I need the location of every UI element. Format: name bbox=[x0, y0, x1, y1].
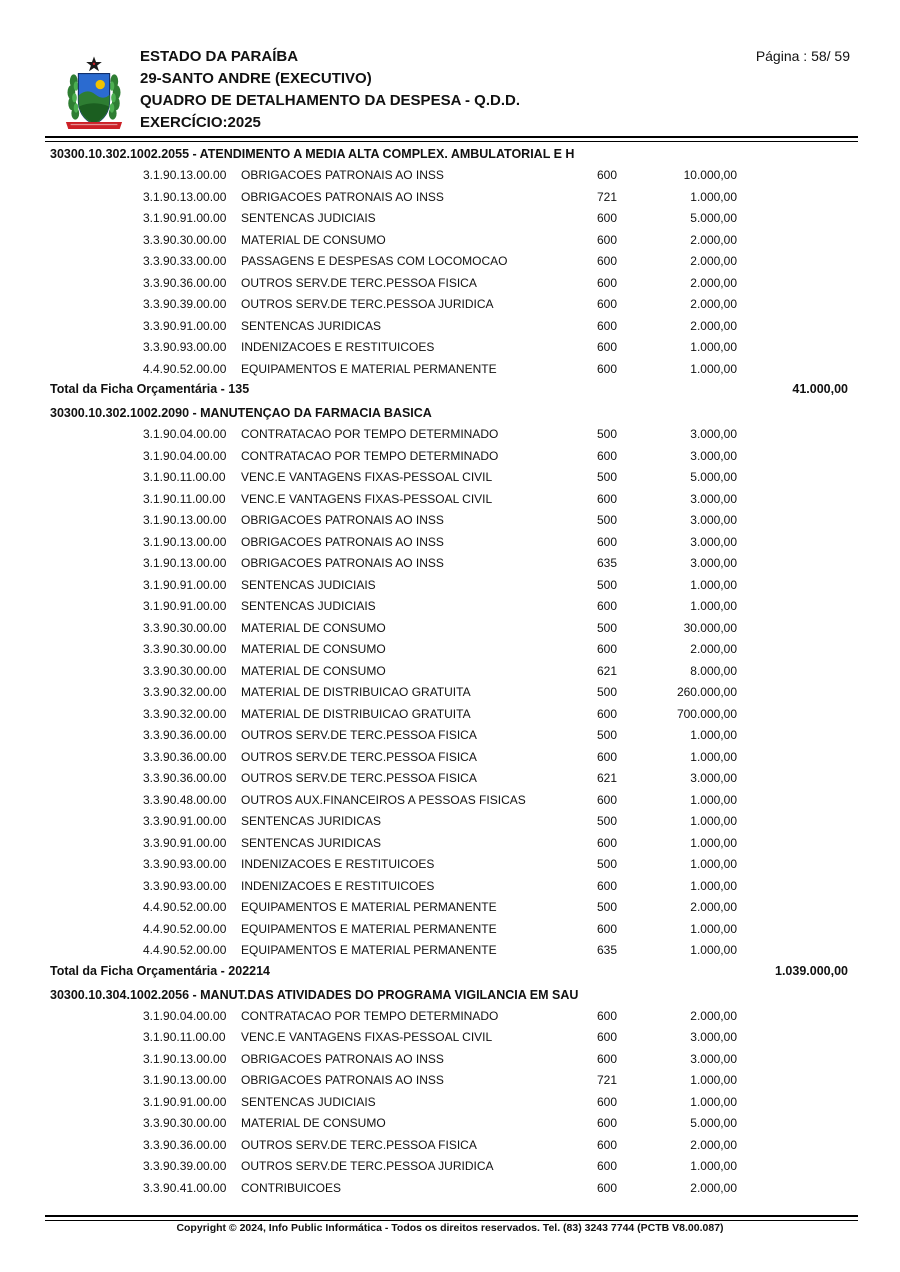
expense-row bbox=[0, 617, 900, 639]
footer-copyright: Copyright © 2024, Info Public Informática - Todos os direitos reservados. Tel. (83) 3243 7744 (PCTB V8.00.087) bbox=[176, 1222, 724, 1234]
row-source: 500 bbox=[596, 814, 617, 828]
row-code: 3.1.90.13.00.00 bbox=[143, 189, 227, 204]
header-title-block bbox=[140, 46, 520, 134]
row-code: 3.1.90.04.00.00 bbox=[143, 427, 227, 441]
row-code: 3.1.90.91.00.00 bbox=[143, 577, 227, 592]
row-value: 1.000,00 bbox=[690, 857, 737, 871]
row-description: SENTENCAS JURIDICAS bbox=[241, 318, 382, 333]
row-source: 721 bbox=[596, 189, 617, 204]
expense-row bbox=[0, 1091, 900, 1113]
expense-row bbox=[0, 1005, 900, 1027]
row-value: 1.000,00 bbox=[690, 361, 737, 376]
row-code: 3.3.90.36.00.00 bbox=[143, 771, 227, 785]
row-value: 2.000,00 bbox=[690, 232, 737, 247]
paraiba-coat-of-arms-icon bbox=[55, 56, 133, 138]
row-description: OUTROS SERV.DE TERC.PESSOA FISICA bbox=[241, 749, 477, 764]
row-source: 600 bbox=[596, 835, 617, 850]
row-description: OBRIGACOES PATRONAIS AO INSS bbox=[241, 1051, 444, 1066]
row-code: 3.1.90.11.00.00 bbox=[143, 470, 226, 484]
expense-row bbox=[0, 832, 900, 854]
row-description: VENC.E VANTAGENS FIXAS-PESSOAL CIVIL bbox=[241, 1030, 493, 1044]
row-source: 500 bbox=[596, 728, 617, 742]
row-description: OUTROS SERV.DE TERC.PESSOA FISICA bbox=[241, 1137, 477, 1152]
expense-row bbox=[0, 466, 900, 488]
expense-row bbox=[0, 1177, 900, 1199]
row-description: MATERIAL DE DISTRIBUICAO GRATUITA bbox=[241, 706, 471, 721]
expense-row bbox=[0, 595, 900, 617]
row-value: 1.000,00 bbox=[690, 599, 737, 613]
row-value: 5.000,00 bbox=[690, 211, 737, 225]
expense-row bbox=[0, 767, 900, 789]
section-title: 30300.10.304.1002.2056 - MANUT.DAS ATIVIDADES DO PROGRAMA VIGILANCIA EM SAU bbox=[50, 987, 579, 1002]
row-description: MATERIAL DE DISTRIBUICAO GRATUITA bbox=[241, 685, 471, 699]
row-source: 600 bbox=[596, 749, 617, 764]
expense-row bbox=[0, 1155, 900, 1177]
row-code: 3.3.90.39.00.00 bbox=[143, 1159, 227, 1173]
row-code: 3.3.90.91.00.00 bbox=[143, 835, 227, 850]
header-entity: 29-SANTO ANDRE (EXECUTIVO) bbox=[140, 70, 372, 87]
expense-row bbox=[0, 896, 900, 918]
row-value: 1.000,00 bbox=[690, 340, 737, 354]
header-exercise: EXERCÍCIO:2025 bbox=[140, 114, 261, 131]
row-value: 3.000,00 bbox=[690, 771, 737, 785]
row-description: SENTENCAS JUDICIAIS bbox=[241, 1094, 376, 1109]
row-source: 600 bbox=[596, 792, 617, 807]
row-source: 500 bbox=[596, 470, 617, 484]
expense-row bbox=[0, 939, 900, 961]
row-value: 3.000,00 bbox=[690, 427, 737, 441]
row-source: 600 bbox=[596, 1094, 617, 1109]
row-description: OBRIGACOES PATRONAIS AO INSS bbox=[241, 556, 444, 570]
row-code: 3.3.90.39.00.00 bbox=[143, 297, 227, 311]
expense-row bbox=[0, 293, 900, 315]
row-code: 3.3.90.41.00.00 bbox=[143, 1180, 227, 1195]
expense-row bbox=[0, 703, 900, 725]
expense-row bbox=[0, 488, 900, 510]
row-description: SENTENCAS JUDICIAIS bbox=[241, 577, 376, 592]
row-value: 1.000,00 bbox=[690, 728, 737, 742]
row-description: MATERIAL DE CONSUMO bbox=[241, 642, 386, 656]
row-description: OBRIGACOES PATRONAIS AO INSS bbox=[241, 168, 444, 182]
row-description: CONTRATACAO POR TEMPO DETERMINADO bbox=[241, 448, 499, 463]
row-source: 600 bbox=[596, 254, 617, 268]
row-value: 8.000,00 bbox=[690, 663, 737, 678]
row-value: 2.000,00 bbox=[690, 254, 737, 268]
row-description: OUTROS SERV.DE TERC.PESSOA FISICA bbox=[241, 771, 477, 785]
row-description: SENTENCAS JURIDICAS bbox=[241, 835, 382, 850]
row-source: 621 bbox=[596, 663, 617, 678]
row-code: 4.4.90.52.00.00 bbox=[143, 943, 227, 957]
total-label: Total da Ficha Orçamentária - 135 bbox=[50, 382, 250, 396]
row-value: 1.000,00 bbox=[690, 1094, 737, 1109]
row-description: INDENIZACOES E RESTITUICOES bbox=[241, 857, 435, 871]
row-description: OUTROS SERV.DE TERC.PESSOA FISICA bbox=[241, 728, 477, 742]
row-code: 3.3.90.30.00.00 bbox=[143, 663, 227, 678]
row-code: 4.4.90.52.00.00 bbox=[143, 361, 227, 376]
row-code: 3.1.90.91.00.00 bbox=[143, 599, 227, 613]
row-description: OBRIGACOES PATRONAIS AO INSS bbox=[241, 534, 444, 549]
row-description: OUTROS SERV.DE TERC.PESSOA FISICA bbox=[241, 275, 477, 290]
row-description: EQUIPAMENTOS E MATERIAL PERMANENTE bbox=[241, 361, 497, 376]
row-code: 3.1.90.13.00.00 bbox=[143, 534, 227, 549]
row-value: 1.000,00 bbox=[690, 1073, 737, 1087]
expense-row bbox=[0, 531, 900, 553]
row-value: 3.000,00 bbox=[690, 534, 737, 549]
row-description: OBRIGACOES PATRONAIS AO INSS bbox=[241, 513, 444, 527]
row-code: 4.4.90.52.00.00 bbox=[143, 921, 227, 936]
row-source: 500 bbox=[596, 857, 617, 871]
section-rows bbox=[0, 164, 900, 379]
row-source: 600 bbox=[596, 297, 617, 311]
row-description: OBRIGACOES PATRONAIS AO INSS bbox=[241, 189, 444, 204]
row-source: 600 bbox=[596, 491, 617, 506]
expense-row bbox=[0, 229, 900, 251]
expense-row bbox=[0, 1048, 900, 1070]
budget-section bbox=[0, 403, 900, 983]
row-source: 600 bbox=[596, 599, 617, 613]
section-total-row bbox=[0, 379, 900, 401]
page-number: Página : 58/ 59 bbox=[755, 48, 850, 64]
row-code: 3.1.90.04.00.00 bbox=[143, 1008, 227, 1023]
row-source: 600 bbox=[596, 1030, 617, 1044]
row-code: 3.1.90.13.00.00 bbox=[143, 1051, 227, 1066]
row-source: 600 bbox=[596, 706, 617, 721]
row-value: 3.000,00 bbox=[690, 556, 737, 570]
row-value: 3.000,00 bbox=[690, 1051, 737, 1066]
row-code: 3.3.90.48.00.00 bbox=[143, 792, 227, 807]
row-description: MATERIAL DE CONSUMO bbox=[241, 1116, 386, 1130]
row-source: 500 bbox=[596, 427, 617, 441]
row-value: 5.000,00 bbox=[690, 1116, 737, 1130]
total-value: 41.000,00 bbox=[792, 382, 848, 396]
total-value: 1.039.000,00 bbox=[775, 963, 848, 978]
row-description: EQUIPAMENTOS E MATERIAL PERMANENTE bbox=[241, 943, 497, 957]
row-code: 3.1.90.91.00.00 bbox=[143, 1094, 227, 1109]
row-code: 3.3.90.91.00.00 bbox=[143, 814, 227, 828]
report-body bbox=[0, 142, 900, 1198]
row-value: 30.000,00 bbox=[683, 620, 737, 635]
row-code: 3.1.90.04.00.00 bbox=[143, 448, 227, 463]
budget-section bbox=[0, 985, 900, 1199]
expense-row bbox=[0, 423, 900, 445]
row-source: 600 bbox=[596, 1159, 617, 1173]
expense-row bbox=[0, 250, 900, 272]
row-code: 3.3.90.36.00.00 bbox=[143, 1137, 227, 1152]
row-value: 3.000,00 bbox=[690, 491, 737, 506]
row-source: 500 bbox=[596, 620, 617, 635]
row-source: 600 bbox=[596, 275, 617, 290]
row-code: 3.3.90.30.00.00 bbox=[143, 620, 227, 635]
row-description: VENC.E VANTAGENS FIXAS-PESSOAL CIVIL bbox=[241, 470, 493, 484]
row-source: 635 bbox=[596, 556, 617, 570]
row-source: 621 bbox=[596, 771, 617, 785]
row-description: CONTRIBUICOES bbox=[241, 1180, 342, 1195]
row-source: 500 bbox=[596, 900, 617, 914]
expense-row bbox=[0, 853, 900, 875]
expense-row bbox=[0, 1134, 900, 1156]
row-code: 3.1.90.13.00.00 bbox=[143, 1073, 227, 1087]
row-description: INDENIZACOES E RESTITUICOES bbox=[241, 340, 435, 354]
row-code: 3.3.90.93.00.00 bbox=[143, 857, 227, 871]
row-description: MATERIAL DE CONSUMO bbox=[241, 620, 386, 635]
row-description: OBRIGACOES PATRONAIS AO INSS bbox=[241, 1073, 444, 1087]
row-source: 600 bbox=[596, 921, 617, 936]
expense-row bbox=[0, 810, 900, 832]
row-source: 600 bbox=[596, 361, 617, 376]
row-code: 3.3.90.36.00.00 bbox=[143, 749, 227, 764]
row-description: SENTENCAS JUDICIAIS bbox=[241, 211, 376, 225]
row-value: 1.000,00 bbox=[690, 878, 737, 893]
row-code: 3.1.90.91.00.00 bbox=[143, 211, 227, 225]
row-source: 721 bbox=[596, 1073, 617, 1087]
expense-row bbox=[0, 336, 900, 358]
row-description: SENTENCAS JUDICIAIS bbox=[241, 599, 376, 613]
row-code: 3.3.90.93.00.00 bbox=[143, 340, 227, 354]
row-source: 600 bbox=[596, 448, 617, 463]
row-value: 2.000,00 bbox=[690, 642, 737, 656]
row-description: CONTRATACAO POR TEMPO DETERMINADO bbox=[241, 1008, 499, 1023]
row-source: 635 bbox=[596, 943, 617, 957]
row-source: 600 bbox=[596, 1116, 617, 1130]
row-code: 3.1.90.13.00.00 bbox=[143, 513, 227, 527]
total-label: Total da Ficha Orçamentária - 202214 bbox=[50, 963, 271, 978]
row-source: 600 bbox=[596, 318, 617, 333]
row-source: 600 bbox=[596, 168, 617, 182]
footer-divider bbox=[45, 1215, 858, 1221]
row-source: 500 bbox=[596, 513, 617, 527]
row-source: 600 bbox=[596, 1008, 617, 1023]
expense-row bbox=[0, 445, 900, 467]
expense-row bbox=[0, 574, 900, 596]
header-state: ESTADO DA PARAÍBA bbox=[140, 48, 299, 65]
row-value: 1.000,00 bbox=[690, 1159, 737, 1173]
row-code: 3.3.90.32.00.00 bbox=[143, 706, 227, 721]
budget-section bbox=[0, 144, 900, 401]
row-value: 2.000,00 bbox=[690, 318, 737, 333]
expense-row bbox=[0, 1112, 900, 1134]
row-description: MATERIAL DE CONSUMO bbox=[241, 663, 386, 678]
section-rows bbox=[0, 423, 900, 961]
row-value: 1.000,00 bbox=[690, 921, 737, 936]
row-value: 700.000,00 bbox=[676, 706, 737, 721]
row-value: 2.000,00 bbox=[690, 1180, 737, 1195]
row-value: 2.000,00 bbox=[690, 275, 737, 290]
row-code: 3.3.90.36.00.00 bbox=[143, 728, 227, 742]
row-value: 3.000,00 bbox=[690, 1030, 737, 1044]
row-value: 1.000,00 bbox=[690, 749, 737, 764]
row-source: 600 bbox=[596, 878, 617, 893]
header-report-title: QUADRO DE DETALHAMENTO DA DESPESA - Q.D.D. bbox=[140, 92, 521, 109]
row-value: 260.000,00 bbox=[676, 685, 737, 699]
section-rows bbox=[0, 1005, 900, 1199]
row-code: 3.3.90.33.00.00 bbox=[143, 254, 227, 268]
expense-row bbox=[0, 789, 900, 811]
section-title: 30300.10.302.1002.2055 - ATENDIMENTO A MEDIA ALTA COMPLEX. AMBULATORIAL E H bbox=[50, 147, 575, 161]
expense-row bbox=[0, 681, 900, 703]
expense-row bbox=[0, 746, 900, 768]
row-description: SENTENCAS JURIDICAS bbox=[241, 814, 382, 828]
row-source: 600 bbox=[596, 1051, 617, 1066]
row-code: 3.3.90.93.00.00 bbox=[143, 878, 227, 893]
expense-row bbox=[0, 638, 900, 660]
row-value: 2.000,00 bbox=[690, 900, 737, 914]
row-code: 3.1.90.11.00.00 bbox=[143, 491, 226, 506]
row-code: 3.3.90.30.00.00 bbox=[143, 1116, 227, 1130]
expense-row bbox=[0, 724, 900, 746]
row-code: 3.3.90.91.00.00 bbox=[143, 318, 227, 333]
row-source: 600 bbox=[596, 211, 617, 225]
row-value: 10.000,00 bbox=[683, 168, 737, 182]
expense-row bbox=[0, 918, 900, 940]
row-description: OUTROS SERV.DE TERC.PESSOA JURIDICA bbox=[241, 1159, 494, 1173]
row-code: 3.3.90.32.00.00 bbox=[143, 685, 227, 699]
row-value: 2.000,00 bbox=[690, 297, 737, 311]
expense-row bbox=[0, 875, 900, 897]
row-value: 1.000,00 bbox=[690, 943, 737, 957]
expense-row bbox=[0, 186, 900, 208]
row-description: MATERIAL DE CONSUMO bbox=[241, 232, 386, 247]
row-source: 600 bbox=[596, 642, 617, 656]
row-source: 500 bbox=[596, 577, 617, 592]
row-source: 600 bbox=[596, 340, 617, 354]
row-source: 600 bbox=[596, 534, 617, 549]
row-value: 1.000,00 bbox=[690, 577, 737, 592]
row-description: CONTRATACAO POR TEMPO DETERMINADO bbox=[241, 427, 499, 441]
row-source: 500 bbox=[596, 685, 617, 699]
row-value: 5.000,00 bbox=[690, 470, 737, 484]
row-value: 2.000,00 bbox=[690, 1137, 737, 1152]
row-description: OUTROS SERV.DE TERC.PESSOA JURIDICA bbox=[241, 297, 494, 311]
row-source: 600 bbox=[596, 1180, 617, 1195]
row-description: OUTROS AUX.FINANCEIROS A PESSOAS FISICAS bbox=[241, 792, 526, 807]
row-code: 3.1.90.11.00.00 bbox=[143, 1030, 226, 1044]
row-source: 600 bbox=[596, 232, 617, 247]
row-value: 2.000,00 bbox=[690, 1008, 737, 1023]
row-description: VENC.E VANTAGENS FIXAS-PESSOAL CIVIL bbox=[241, 491, 493, 506]
row-code: 4.4.90.52.00.00 bbox=[143, 900, 227, 914]
row-value: 1.000,00 bbox=[690, 835, 737, 850]
row-value: 1.000,00 bbox=[690, 792, 737, 807]
row-value: 1.000,00 bbox=[690, 189, 737, 204]
section-total-row bbox=[0, 961, 900, 983]
row-value: 3.000,00 bbox=[690, 448, 737, 463]
expense-row bbox=[0, 272, 900, 294]
section-title: 30300.10.302.1002.2090 - MANUTENÇAO DA FARMACIA BASICA bbox=[50, 406, 432, 420]
expense-row bbox=[0, 509, 900, 531]
expense-row bbox=[0, 207, 900, 229]
row-code: 3.1.90.13.00.00 bbox=[143, 168, 227, 182]
expense-row bbox=[0, 164, 900, 186]
expense-row bbox=[0, 1069, 900, 1091]
row-description: EQUIPAMENTOS E MATERIAL PERMANENTE bbox=[241, 900, 497, 914]
expense-row bbox=[0, 660, 900, 682]
row-code: 3.3.90.30.00.00 bbox=[143, 642, 227, 656]
row-value: 1.000,00 bbox=[690, 814, 737, 828]
row-code: 3.3.90.36.00.00 bbox=[143, 275, 227, 290]
expense-row bbox=[0, 358, 900, 380]
row-code: 3.3.90.30.00.00 bbox=[143, 232, 227, 247]
row-description: INDENIZACOES E RESTITUICOES bbox=[241, 878, 435, 893]
row-description: PASSAGENS E DESPESAS COM LOCOMOCAO bbox=[241, 254, 508, 268]
row-description: EQUIPAMENTOS E MATERIAL PERMANENTE bbox=[241, 921, 497, 936]
expense-row bbox=[0, 552, 900, 574]
expense-row bbox=[0, 315, 900, 337]
row-value: 3.000,00 bbox=[690, 513, 737, 527]
row-source: 600 bbox=[596, 1137, 617, 1152]
row-code: 3.1.90.13.00.00 bbox=[143, 556, 227, 570]
page-header bbox=[50, 46, 850, 138]
expense-row bbox=[0, 1026, 900, 1048]
